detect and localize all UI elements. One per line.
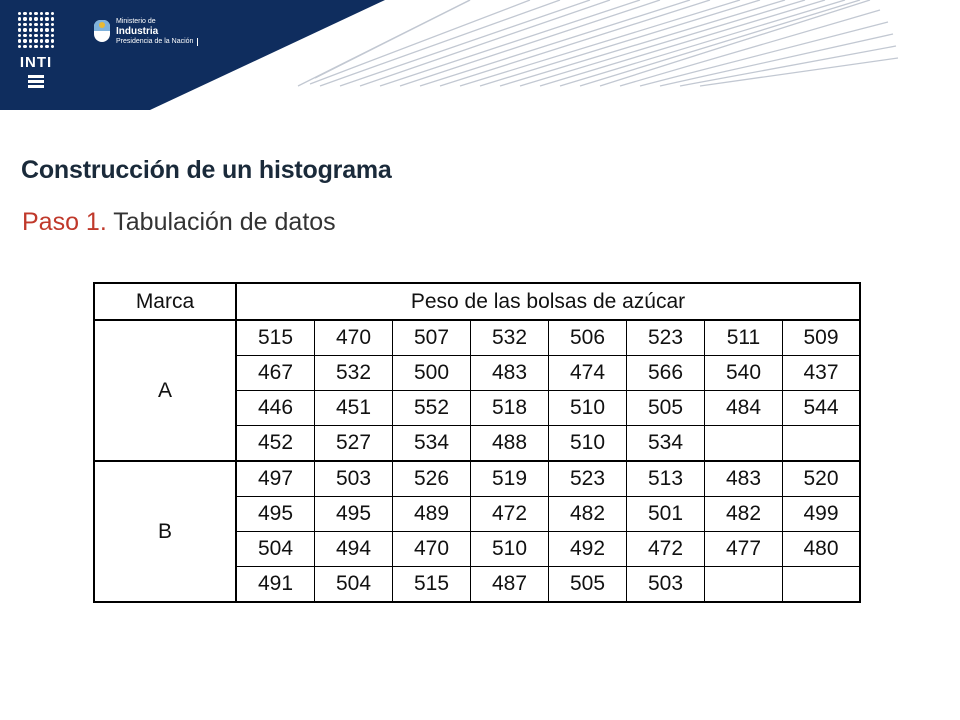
table-cell: 480 (783, 532, 860, 567)
table-cell: 488 (471, 426, 549, 462)
table-cell: 500 (393, 356, 471, 391)
slide-title: Construcción de un histograma (21, 156, 392, 184)
table-cell: 503 (315, 461, 393, 497)
table-cell: 504 (315, 567, 393, 602)
table-cell: 504 (236, 532, 315, 567)
table-cell: 532 (315, 356, 393, 391)
table-cell (705, 426, 783, 462)
table-cell: 470 (315, 320, 393, 356)
data-table (94, 283, 860, 602)
table-cell: 495 (315, 497, 393, 532)
table-cell: 520 (783, 461, 860, 497)
table-cell: 472 (627, 532, 705, 567)
table-cell: 482 (549, 497, 627, 532)
table-cell: 495 (236, 497, 315, 532)
values-column-header: Peso de las bolsas de azúcar (236, 284, 860, 321)
table-cell: 511 (705, 320, 783, 356)
table-row (95, 461, 860, 497)
table-header-row (95, 284, 860, 321)
table-cell: 470 (393, 532, 471, 567)
table-cell: 515 (236, 320, 315, 356)
table-cell: 451 (315, 391, 393, 426)
table-cell: 452 (236, 426, 315, 462)
table-cell: 494 (315, 532, 393, 567)
table-cell: 505 (549, 567, 627, 602)
argentina-shield-icon (94, 20, 110, 42)
table-cell: 510 (549, 426, 627, 462)
subtitle-text: Tabulación de datos (113, 208, 336, 236)
table-cell: 474 (549, 356, 627, 391)
subtitle-step: Paso 1. (22, 208, 107, 236)
table-cell: 503 (627, 567, 705, 602)
table-cell: 467 (236, 356, 315, 391)
table-cell: 507 (393, 320, 471, 356)
table-cell: 487 (471, 567, 549, 602)
table-cell: 518 (471, 391, 549, 426)
inti-logo (14, 12, 58, 96)
table-cell: 523 (549, 461, 627, 497)
table-cell: 534 (393, 426, 471, 462)
ministry-line-2: Industria (116, 26, 159, 38)
inti-logo-text: INTI (19, 54, 53, 71)
table-cell: 544 (783, 391, 860, 426)
table-cell: 566 (627, 356, 705, 391)
table-cell: 523 (627, 320, 705, 356)
table-cell: 446 (236, 391, 315, 426)
ministry-logo (94, 16, 204, 60)
ministry-line-1: Ministerio de (116, 18, 156, 25)
table-cell: 552 (393, 391, 471, 426)
table-cell: 484 (705, 391, 783, 426)
table-cell: 532 (471, 320, 549, 356)
table-cell: 492 (549, 532, 627, 567)
brand-cell: B (95, 461, 237, 602)
table-cell: 527 (315, 426, 393, 462)
table-cell: 477 (705, 532, 783, 567)
table-cell: 509 (783, 320, 860, 356)
table-cell: 472 (471, 497, 549, 532)
table-cell: 540 (705, 356, 783, 391)
ministry-line-3: Presidencia de la Nación (116, 38, 198, 46)
table-cell (705, 567, 783, 602)
table-cell: 510 (471, 532, 549, 567)
table-cell: 506 (549, 320, 627, 356)
table-cell: 501 (627, 497, 705, 532)
table-cell: 437 (783, 356, 860, 391)
table-cell (783, 567, 860, 602)
table-cell: 513 (627, 461, 705, 497)
table-row (95, 320, 860, 356)
table-cell: 505 (627, 391, 705, 426)
table-cell: 483 (471, 356, 549, 391)
header-banner (0, 0, 960, 110)
inti-dot-grid-icon (18, 12, 54, 48)
table-cell: 491 (236, 567, 315, 602)
table-cell: 482 (705, 497, 783, 532)
table-cell: 534 (627, 426, 705, 462)
table-cell: 519 (471, 461, 549, 497)
diagonal-stripes (298, 0, 898, 86)
brand-column-header: Marca (95, 284, 237, 321)
table-cell: 526 (393, 461, 471, 497)
brand-cell: A (95, 320, 237, 461)
table-cell (783, 426, 860, 462)
table-cell: 499 (783, 497, 860, 532)
slide-subtitle (22, 208, 336, 237)
inti-bars-icon (28, 75, 44, 88)
table-cell: 497 (236, 461, 315, 497)
table-cell: 489 (393, 497, 471, 532)
table-cell: 483 (705, 461, 783, 497)
table-cell: 510 (549, 391, 627, 426)
table-cell: 515 (393, 567, 471, 602)
